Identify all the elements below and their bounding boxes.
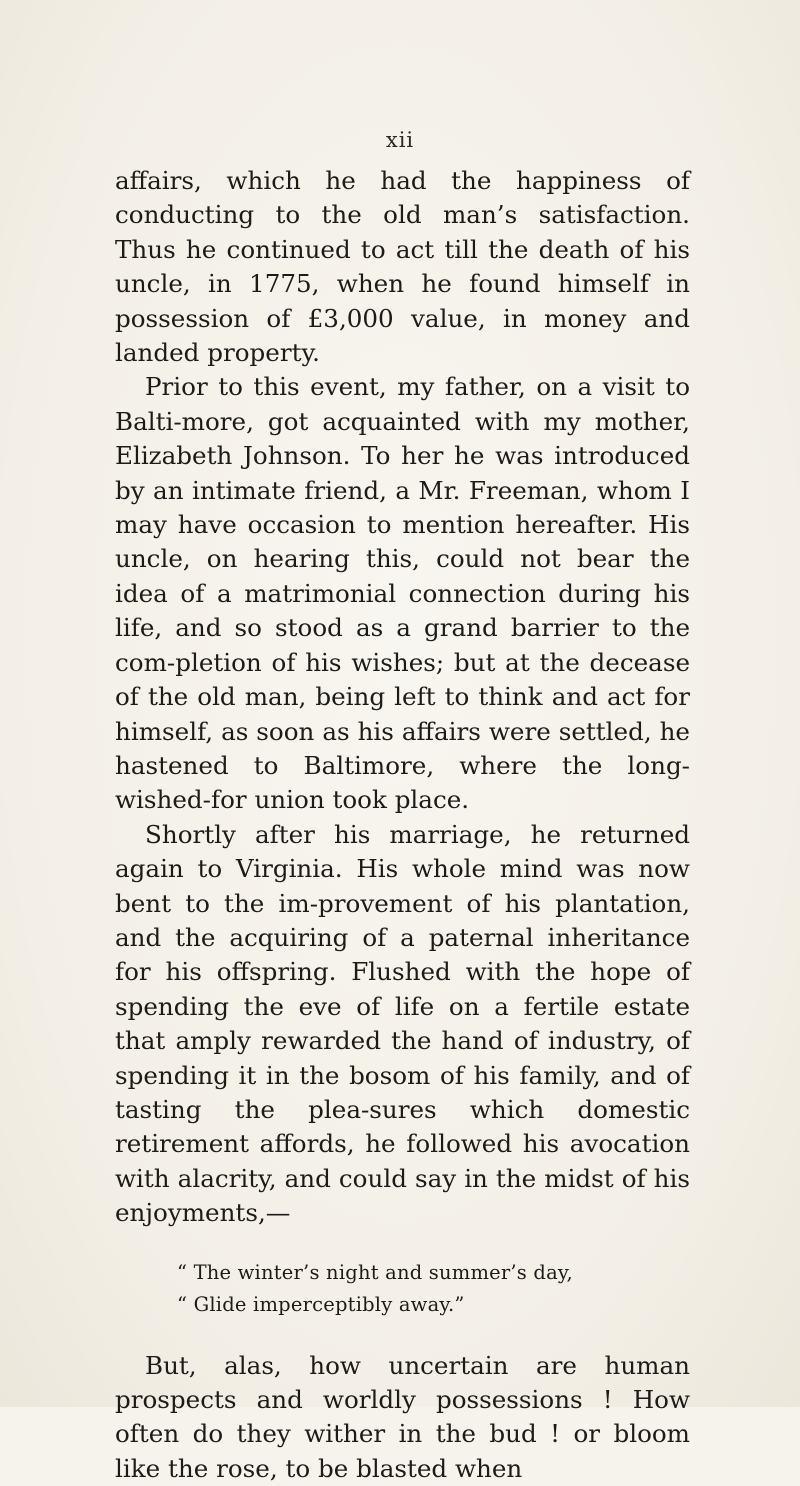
- paragraph-2: Prior to this event, my father, on a visit to Balti-more, got acquainted with my mother, Elizabeth Johnson. To her he was introduced by an intimate friend, a Mr. Freeman, whom I may have occasion to mention hereafter. His uncle, on hearing this, could not bear the idea of a matrimonial connection during his life, and so stood as a grand barrier to the com-pletion of his wishes; but at the decease of the old man, being left to think and act for himself, as soon as his affairs were settled, he hastened to Baltimore, where the long-wished-for union took place.: [115, 372, 690, 815]
- paragraph-1: affairs, which he had the happiness of conducting to the old man’s satisfaction. Thus he continued to act till the death of his uncle, in 1775, when he found himself in possession of £3,000 value, in money and landed property.: [115, 166, 690, 368]
- verse-line-1: “ The winter’s night and summer’s day,: [177, 1260, 573, 1284]
- page-number: xii: [385, 128, 415, 152]
- paragraph-4: But, alas, how uncertain are human prospects and worldly possessions ! How often do they wither in the bud ! or bloom like the rose, to be blasted when: [115, 1350, 690, 1483]
- paragraph-3: Shortly after his marriage, he returned again to Virginia. His whole mind was now bent to the im-provement of his plantation, and the acquiring of a paternal inheritance for his offspring. Flushed with the hope of spending the eve of life on a fertile estate that amply rewarded the hand of industry, of spending it in the bosom of his family, and of tasting the plea-sures which domestic retirement affords, he followed his avocation with alacrity, and could say in the midst of his enjoyments,—: [115, 819, 690, 1228]
- body-text: [115, 164, 690, 1486]
- verse-line-2: “ Glide imperceptibly away.”: [177, 1292, 465, 1316]
- verse-quotation: [115, 1257, 690, 1321]
